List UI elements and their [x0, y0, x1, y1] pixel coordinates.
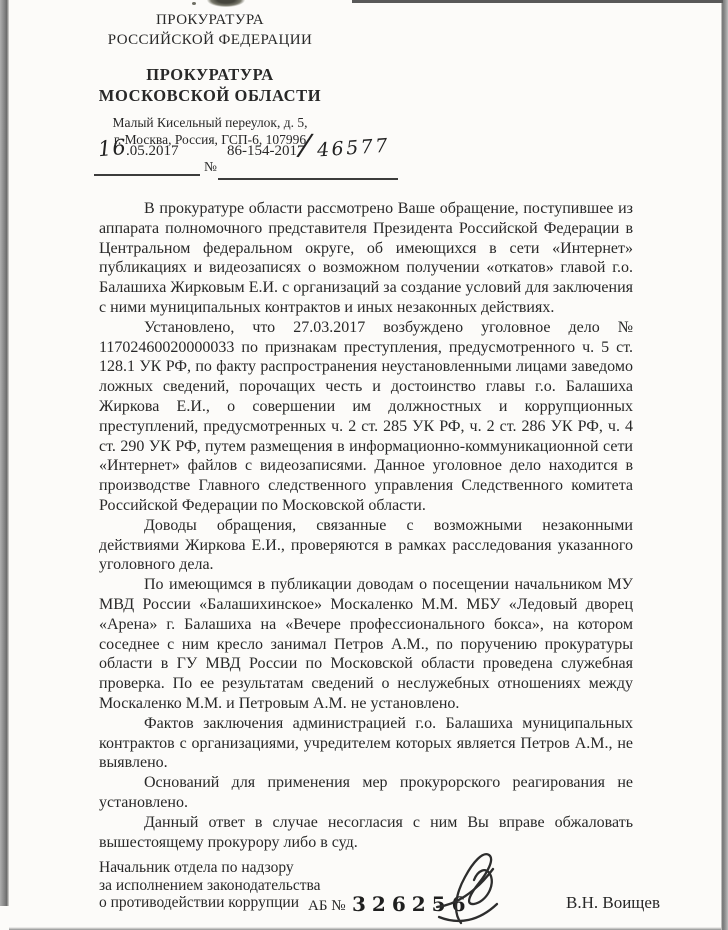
- paragraph-5: Фактов заключения администрацией г.о. Балашиха муниципальных контрактов с организациями, учредителем которых является Петров А.М., не выявлено.: [99, 714, 633, 772]
- number-sign: №: [204, 159, 217, 174]
- scan-edge-left: [0, 0, 9, 906]
- paragraph-2: Установлено, что 27.03.2017 возбуждено уголовное дело № 11702460020000033 по признакам преступления, предусмотренного ч. 5 ст. 128.1 УК РФ, по факту распространения неустановленными лицами заведомо ложных сведений, порочащих честь и достоинство главы г.о. Балашиха Жиркова Е.И., о совершении им должностных и коррупционных преступлений, предусмотренных ч. 2 ст. 285 УК РФ, ч. 2 ст. 286 УК РФ, ч. 4 ст. 290 УК РФ, путем размещения в информационно-коммуникационной сети «Интернет» файлов с видеозаписями. Данное уголовное дело находится в производстве Главного следственного управления Следственного комитета Российской Федерации по Московской области.: [99, 318, 633, 514]
- scan-edge-right: [721, 0, 728, 930]
- address-line1: Малый Кисельный переулок, д. 5,: [112, 115, 308, 130]
- letterhead: [82, 11, 338, 148]
- scan-speck: [192, 2, 196, 5]
- organization-name: [82, 64, 338, 106]
- signer-position-line2: за исполнением законодательства: [99, 876, 321, 894]
- parent-organization-name: [82, 11, 338, 50]
- address-line2: г. Москва, Россия, ГСП-6, 107996: [113, 132, 307, 147]
- scan-edge-top: [352, 0, 723, 3]
- date-underline: [94, 174, 200, 176]
- org-line1: ПРОКУРАТУРА: [146, 65, 274, 84]
- paragraph-6: Оснований для применения мер прокурорского реагирования не установлено.: [99, 774, 633, 811]
- org-line2: МОСКОВСКОЙ ОБЛАСТИ: [98, 86, 322, 105]
- letter-body: [99, 199, 633, 852]
- handwritten-slash: /: [298, 127, 312, 164]
- signer-position-line1: Начальник отдела по надзору: [99, 859, 294, 876]
- paragraph-1: В прокуратуре области рассмотрено Ваше обращение, поступившее из аппарата полномочного представителя Президента Российской Федерации в Центральном федеральном округе, об имеющихся в сети «Интернет» публикациях и видеозаписях о возможном получении «откатов» главой г.о. Балашиха Жирковым Е.И. с организаций за создание условий для заключения с ними муниципальных контрактов и иных незаконных действиях.: [99, 200, 633, 316]
- signer-name: В.Н. Воищев: [566, 893, 660, 912]
- letterhead-blank-number: 326256: [352, 892, 472, 916]
- date-and-number-line: [93, 127, 393, 184]
- paragraph-4: По имеющимся в публикации доводам о посещении начальником МУ МВД России «Балашихинское» Москаленко М.М. МБУ «Ледовый дворец «Арена» г. Балашиха на «Вечере профессионального бокса», на котором соседнее с ним кресло занимал Петров А.М., по поручению прокуратуры области в ГУ МВД России по Московской области проведена служебная проверка. По ее результатам сведений о неслужебных отношениях между Москаленко М.М. и Петровым А.М. не установлено.: [99, 576, 633, 712]
- handwritten-signature-icon: [429, 849, 513, 930]
- parent-org-line2: РОССИЙСКОЙ ФЕДЕРАЦИИ: [107, 31, 313, 48]
- parent-org-line1: ПРОКУРАТУРА: [156, 12, 264, 28]
- typed-reg-number: 86-154-2017: [227, 143, 305, 159]
- paragraph-3: Доводы обращения, связанные с возможными незаконными действиями Жиркова Е.И., проверяются в рамках расследования указанного уголовного дела.: [99, 516, 633, 574]
- paragraph-7: Данный ответ в случае несогласия с ним Вы вправе обжаловать вышестоящему прокурору либо в суд.: [99, 813, 633, 851]
- signature-block: [99, 859, 721, 927]
- coat-of-arms-icon: [201, 0, 249, 9]
- handwritten-reg-number: 46577: [316, 134, 391, 162]
- number-underline: [218, 178, 398, 180]
- typed-date: .05.2017: [126, 143, 179, 159]
- handwritten-date-day: 16: [97, 134, 128, 162]
- letterhead-blank-series: АБ №: [308, 898, 346, 914]
- signer-position-line3: о противодействии коррупции: [99, 894, 300, 912]
